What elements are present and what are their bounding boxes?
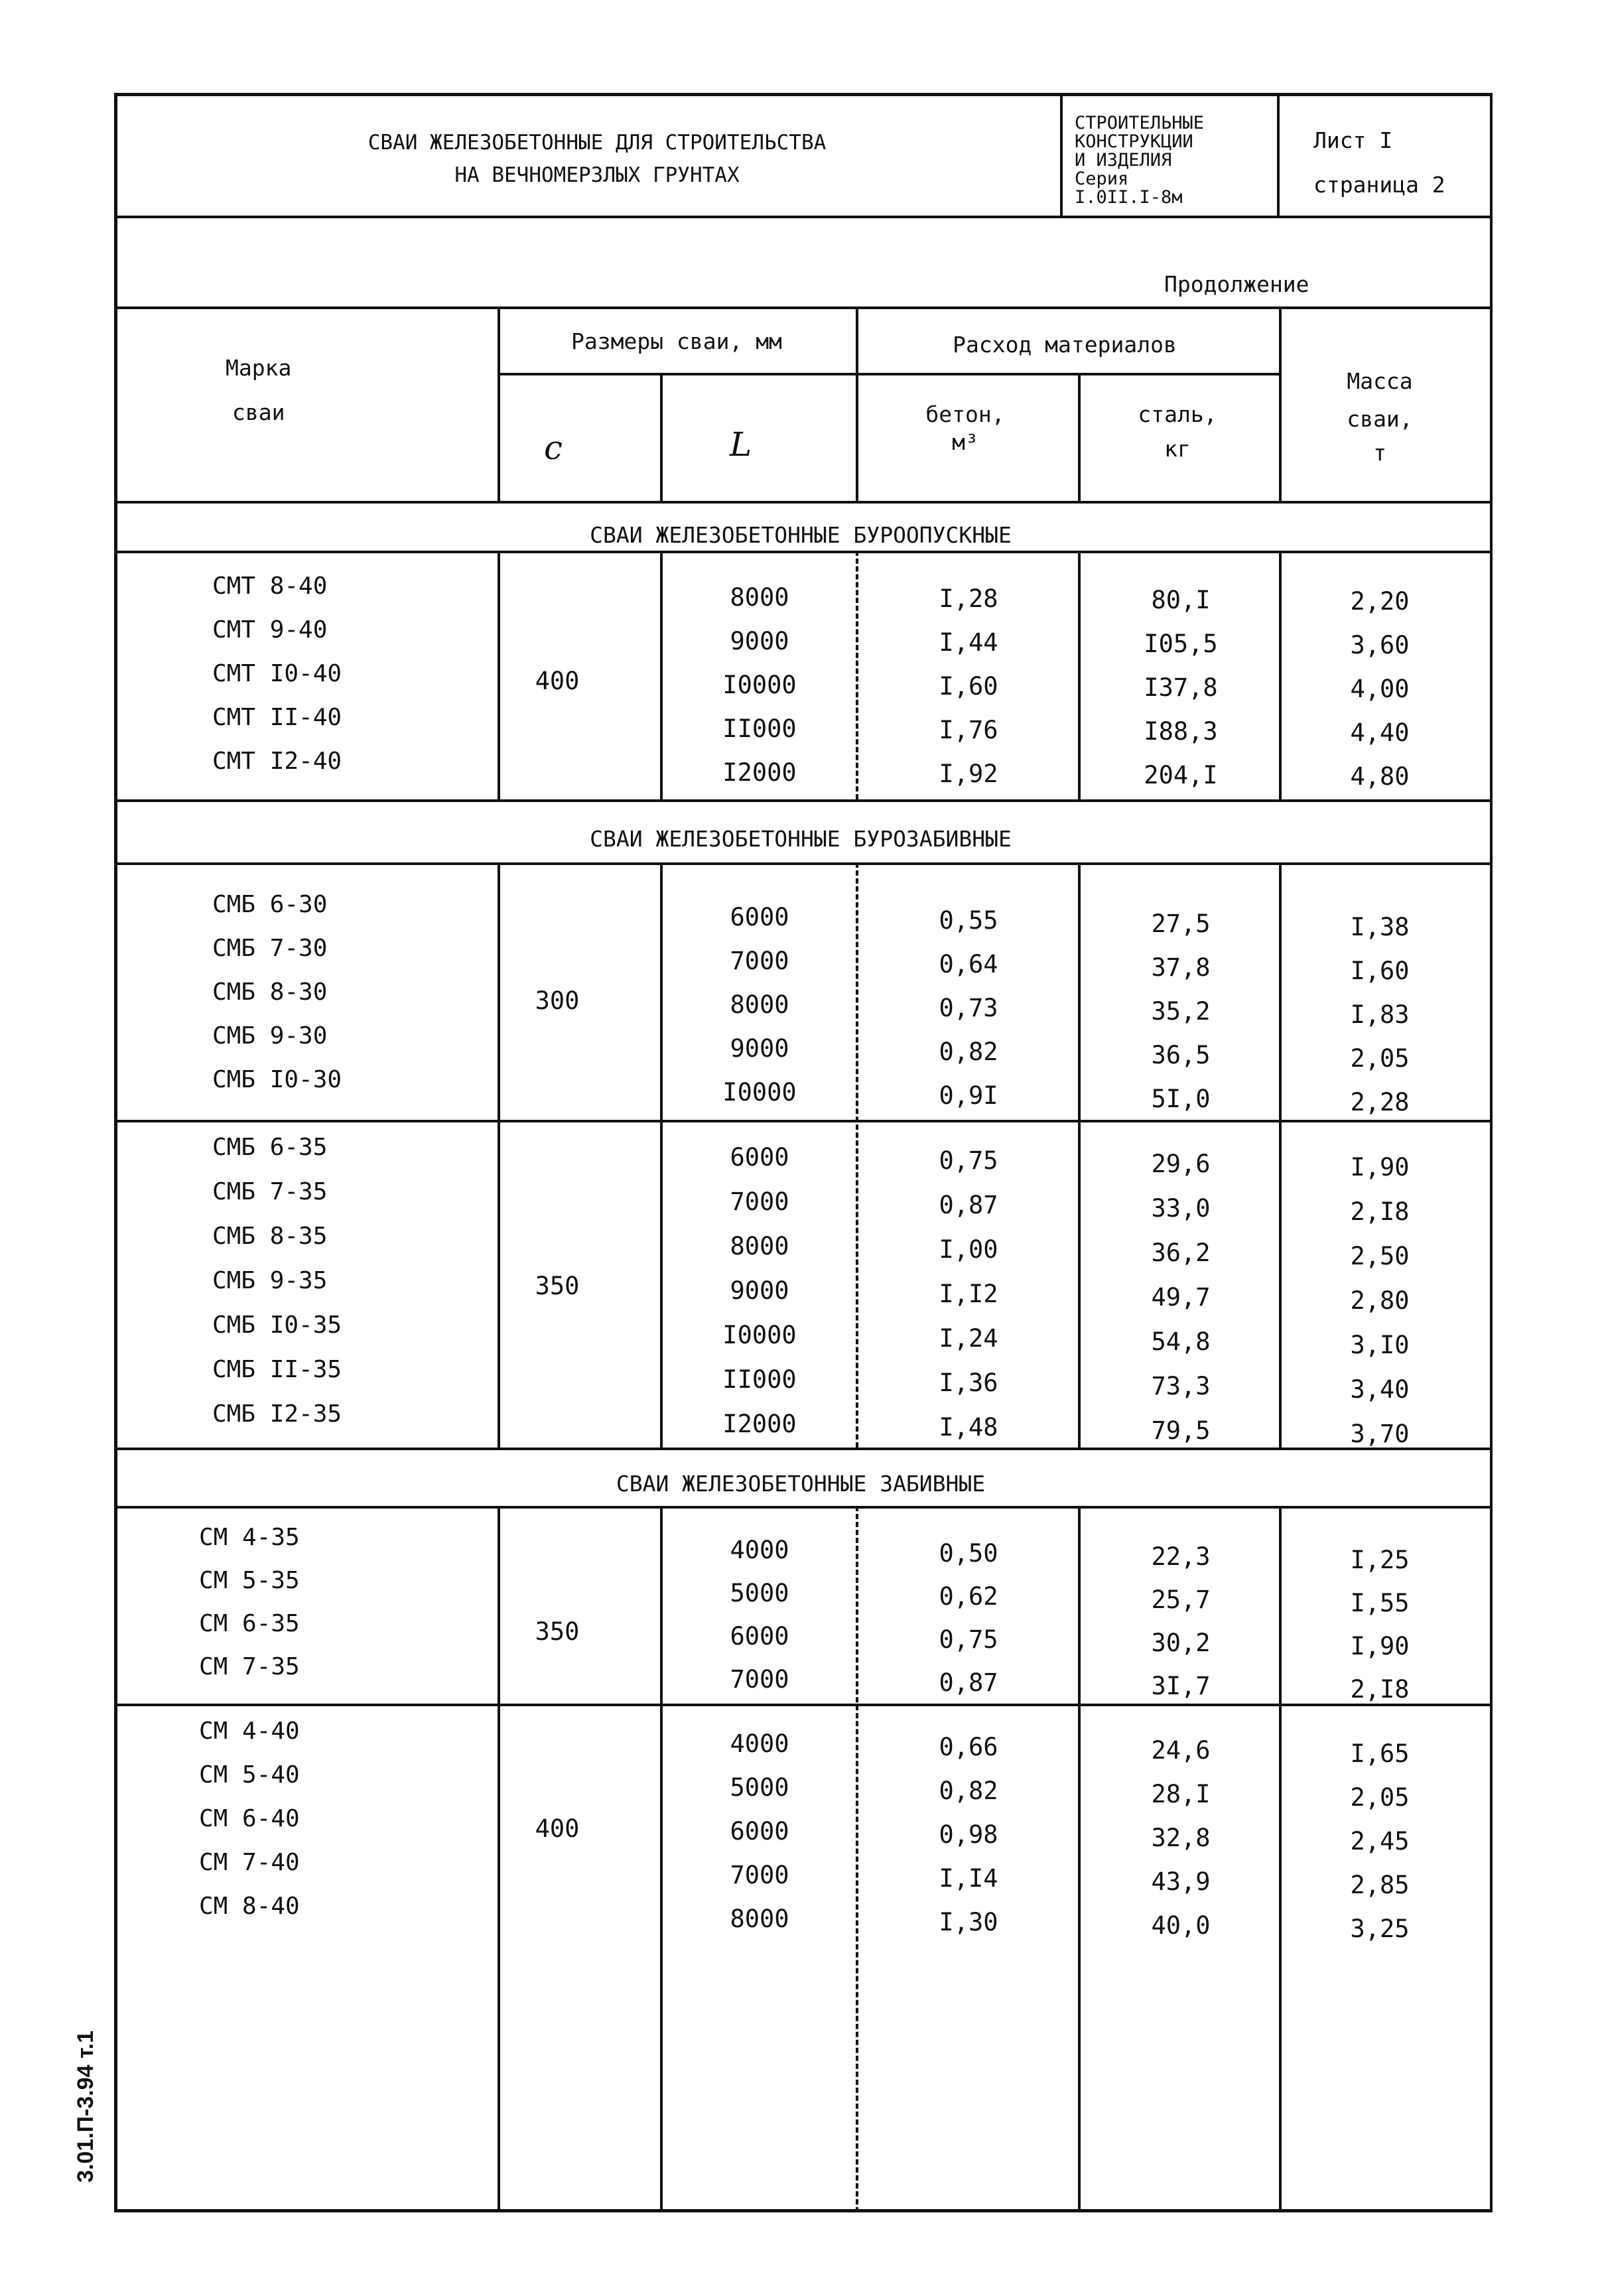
- sizes-header: Размеры сваи, мм: [571, 328, 782, 354]
- pile-brand: СМБ 6-35: [212, 1134, 328, 1161]
- pile-brand: СМ 4-35: [199, 1524, 300, 1551]
- pile-length: I2000: [722, 1410, 797, 1438]
- body-col-rule: [498, 862, 500, 1448]
- pile-section-c: 350: [535, 1617, 580, 1646]
- body-col-rule: [1078, 1506, 1081, 2212]
- concrete-volume: I,36: [939, 1369, 998, 1397]
- pile-brand: СМ 6-40: [199, 1805, 300, 1832]
- pile-brand: СМБ 8-30: [212, 979, 328, 1006]
- body-col-rule: [1078, 862, 1081, 1448]
- steel-weight: 28,I: [1151, 1780, 1211, 1808]
- pile-mass: 3,70: [1350, 1420, 1410, 1448]
- document-code: 3.01.П-3.94 т.1: [73, 2030, 98, 2183]
- concrete-volume: I,76: [939, 716, 998, 744]
- pile-mass: 2,50: [1350, 1242, 1410, 1270]
- concrete-volume: I,92: [939, 760, 998, 788]
- pile-section-c: 400: [535, 667, 580, 695]
- pile-mass: 3,60: [1350, 631, 1410, 659]
- pile-mass: 4,40: [1350, 718, 1410, 747]
- table-top-rule: [114, 306, 1493, 309]
- pile-length: 7000: [730, 1861, 789, 1889]
- body-col-rule: [498, 551, 500, 799]
- pile-mass: 2,28: [1350, 1088, 1410, 1116]
- pile-brand: СМБ 8-35: [212, 1223, 328, 1250]
- pile-length: II000: [722, 1365, 797, 1394]
- pile-mass: 3,I0: [1350, 1331, 1410, 1359]
- steel-weight: 73,3: [1151, 1372, 1211, 1400]
- steel-weight: 43,9: [1151, 1867, 1211, 1896]
- subheader-rule: [498, 373, 1279, 375]
- pile-mass: 2,85: [1350, 1871, 1410, 1899]
- concrete-volume: 0,75: [939, 1146, 998, 1175]
- concrete-volume: 0,50: [939, 1539, 998, 1568]
- size-l-header: L: [730, 425, 752, 464]
- pile-mass: I,90: [1350, 1632, 1410, 1660]
- pile-length: 6000: [730, 903, 789, 931]
- pile-length: 7000: [730, 1187, 789, 1216]
- concrete-volume: 0,87: [939, 1191, 998, 1219]
- section-title-bored-driven: СВАИ ЖЕЛЕЗОБЕТОННЫЕ БУРОЗАБИВНЫЕ: [590, 826, 1012, 852]
- section-title-driven: СВАИ ЖЕЛЕЗОБЕТОННЫЕ ЗАБИВНЫЕ: [616, 1471, 986, 1497]
- steel-weight: 3I,7: [1151, 1672, 1211, 1700]
- group-rule: [114, 1120, 1493, 1122]
- pile-length: 8000: [730, 583, 789, 612]
- body-col-rule: [856, 551, 858, 799]
- body-col-rule: [660, 862, 663, 1448]
- concrete-volume: I,28: [939, 584, 998, 613]
- steel-weight: 33,0: [1151, 1194, 1211, 1223]
- title-block-divider-v: [1277, 93, 1280, 217]
- pile-brand: СМ 4-40: [199, 1718, 300, 1745]
- size-c-header: c: [544, 429, 563, 467]
- pile-brand: СМБ 9-35: [212, 1267, 328, 1294]
- pile-brand: СМТ II-40: [212, 704, 342, 731]
- pile-brand: СМБ I0-30: [212, 1066, 342, 1093]
- pile-mass: 4,80: [1350, 762, 1410, 791]
- pile-mass: I,38: [1350, 913, 1410, 941]
- materials-header: Расход материалов: [953, 332, 1177, 358]
- body-col-rule: [660, 1506, 663, 2212]
- header-col-rule: [1078, 373, 1081, 502]
- brand-header-line1: Марка: [226, 355, 292, 381]
- section-rule: [114, 799, 1493, 802]
- concrete-volume: 0,75: [939, 1625, 998, 1654]
- pile-mass: I,60: [1350, 957, 1410, 985]
- body-col-rule: [856, 1506, 858, 2212]
- steel-weight: 35,2: [1151, 997, 1211, 1026]
- header-col-rule: [498, 306, 500, 502]
- header-col-rule: [856, 306, 858, 502]
- pile-length: I2000: [722, 758, 797, 787]
- steel-weight: 25,7: [1151, 1586, 1211, 1614]
- section-rule: [114, 1448, 1493, 1450]
- series-line: Серия: [1075, 169, 1129, 189]
- pile-section-c: 400: [535, 1814, 580, 1843]
- pile-length: 9000: [730, 1276, 789, 1305]
- concrete-volume: 0,55: [939, 906, 998, 935]
- pile-length: 4000: [730, 1729, 789, 1758]
- pile-brand: СМ 7-40: [199, 1849, 300, 1876]
- steel-weight: 30,2: [1151, 1629, 1211, 1657]
- pile-length: 6000: [730, 1143, 789, 1172]
- pile-length: 9000: [730, 627, 789, 655]
- header-col-rule: [660, 373, 663, 502]
- header-bottom-rule: [114, 501, 1493, 504]
- concrete-volume: 0,82: [939, 1777, 998, 1805]
- pile-section-c: 300: [535, 986, 580, 1015]
- pile-brand: СМ 5-35: [199, 1567, 300, 1594]
- pile-mass: 4,00: [1350, 675, 1410, 703]
- pile-brand: СМБ 9-30: [212, 1022, 328, 1049]
- concrete-volume: 0,62: [939, 1582, 998, 1611]
- concrete-volume: 0,66: [939, 1733, 998, 1761]
- pile-brand: СМ 6-35: [199, 1610, 300, 1637]
- steel-header-line2: кг: [1164, 436, 1191, 462]
- page-number: страница 2: [1313, 172, 1445, 198]
- pile-length: 8000: [730, 1905, 789, 1933]
- pile-length: 7000: [730, 1665, 789, 1694]
- steel-weight: 22,3: [1151, 1542, 1211, 1571]
- pile-mass: I,65: [1350, 1739, 1410, 1768]
- concrete-volume: I,48: [939, 1413, 998, 1442]
- body-col-rule: [660, 551, 663, 799]
- concrete-header-line2: м³: [952, 429, 978, 455]
- pile-length: 5000: [730, 1773, 789, 1802]
- series-code: I.0II.I-8м: [1075, 187, 1183, 208]
- mass-header-line1: Масса: [1347, 368, 1413, 394]
- pile-brand: СМТ 8-40: [212, 573, 328, 600]
- steel-weight: 36,5: [1151, 1041, 1211, 1069]
- steel-weight: 204,I: [1144, 761, 1218, 789]
- body-col-rule: [856, 862, 858, 1448]
- steel-weight: 27,5: [1151, 910, 1211, 938]
- section-title-bored-lowered: СВАИ ЖЕЛЕЗОБЕТОННЫЕ БУРООПУСКНЫЕ: [590, 522, 1012, 548]
- steel-weight: 24,6: [1151, 1736, 1211, 1765]
- pile-mass: 2,05: [1350, 1783, 1410, 1812]
- concrete-volume: I,30: [939, 1908, 998, 1936]
- steel-weight: 54,8: [1151, 1327, 1211, 1356]
- steel-header-line1: сталь,: [1138, 401, 1217, 427]
- pile-mass: 2,80: [1350, 1286, 1410, 1315]
- steel-weight: 49,7: [1151, 1283, 1211, 1312]
- concrete-volume: 0,73: [939, 994, 998, 1022]
- pile-mass: I,55: [1350, 1589, 1410, 1617]
- concrete-volume: I,00: [939, 1235, 998, 1264]
- steel-weight: 79,5: [1151, 1416, 1211, 1445]
- series-stamp: [1075, 114, 1254, 207]
- continuation-label: Продолжение: [1164, 271, 1309, 297]
- concrete-volume: I,I4: [939, 1864, 998, 1893]
- pile-brand: СМБ I0-35: [212, 1312, 342, 1339]
- steel-weight: I37,8: [1144, 673, 1218, 702]
- concrete-volume: 0,98: [939, 1820, 998, 1849]
- concrete-volume: I,I2: [939, 1280, 998, 1308]
- pile-mass: I,83: [1350, 1000, 1410, 1029]
- steel-weight: I05,5: [1144, 630, 1218, 658]
- concrete-volume: 0,64: [939, 950, 998, 979]
- pile-brand: СМБ 6-30: [212, 891, 328, 918]
- pile-brand: СМТ I0-40: [212, 660, 342, 687]
- pile-brand: СМБ I2-35: [212, 1400, 342, 1428]
- group-rule: [114, 1704, 1493, 1706]
- steel-weight: 36,2: [1151, 1239, 1211, 1267]
- pile-brand: СМБ 7-35: [212, 1178, 328, 1205]
- steel-weight: 80,I: [1151, 586, 1211, 614]
- pile-mass: 2,20: [1350, 587, 1410, 616]
- pile-length: 4000: [730, 1536, 789, 1564]
- pile-mass: 2,I8: [1350, 1675, 1410, 1704]
- steel-weight: 37,8: [1151, 953, 1211, 982]
- title-block-divider-v: [1060, 93, 1063, 217]
- pile-length: 8000: [730, 990, 789, 1019]
- pile-brand: СМТ I2-40: [212, 748, 342, 775]
- steel-weight: 32,8: [1151, 1824, 1211, 1852]
- pile-length: 6000: [730, 1817, 789, 1846]
- pile-length: I0000: [722, 1078, 797, 1107]
- series-line: И ИЗДЕЛИЯ: [1075, 150, 1172, 170]
- section-rule: [114, 862, 1493, 865]
- steel-weight: 29,6: [1151, 1150, 1211, 1178]
- pile-mass: 2,05: [1350, 1044, 1410, 1073]
- body-col-rule: [1078, 551, 1081, 799]
- concrete-volume: 0,87: [939, 1668, 998, 1697]
- brand-header-line2: сваи: [232, 399, 285, 425]
- concrete-volume: I,44: [939, 628, 998, 657]
- mass-header-line3: т: [1373, 440, 1386, 466]
- pile-section-c: 350: [535, 1272, 580, 1300]
- pile-length: 5000: [730, 1579, 789, 1607]
- pile-brand: СМТ 9-40: [212, 616, 328, 643]
- concrete-header-line1: бетон,: [925, 401, 1005, 427]
- pile-length: I0000: [722, 671, 797, 699]
- steel-weight: 40,0: [1151, 1911, 1211, 1940]
- title-block-divider: [114, 216, 1493, 218]
- pile-mass: 3,25: [1350, 1915, 1410, 1943]
- steel-weight: 5I,0: [1151, 1085, 1211, 1113]
- section-rule: [114, 1506, 1493, 1509]
- section-rule: [114, 551, 1493, 553]
- pile-length: 6000: [730, 1622, 789, 1651]
- pile-brand: СМ 8-40: [199, 1893, 300, 1920]
- header-col-rule: [1279, 306, 1282, 502]
- pile-length: I0000: [722, 1321, 797, 1349]
- document-title-line2: НА ВЕЧНОМЕРЗЛЫХ ГРУНТАХ: [454, 163, 740, 187]
- pile-brand: СМ 7-35: [199, 1653, 300, 1680]
- sheet-number: Лист I: [1313, 127, 1393, 153]
- series-line: КОНСТРУКЦИИ: [1075, 131, 1193, 152]
- body-col-rule: [498, 1506, 500, 2212]
- concrete-volume: 0,82: [939, 1038, 998, 1066]
- series-line: СТРОИТЕЛЬНЫЕ: [1075, 113, 1205, 133]
- concrete-volume: I,24: [939, 1324, 998, 1353]
- pile-brand: СМБ 7-30: [212, 935, 328, 962]
- concrete-volume: I,60: [939, 672, 998, 701]
- pile-brand: СМ 5-40: [199, 1761, 300, 1789]
- mass-header-line2: сваи,: [1347, 406, 1413, 432]
- pile-mass: 2,45: [1350, 1827, 1410, 1856]
- pile-length: 9000: [730, 1034, 789, 1063]
- steel-weight: I88,3: [1144, 717, 1218, 746]
- pile-length: II000: [722, 714, 797, 743]
- pile-length: 8000: [730, 1232, 789, 1260]
- pile-mass: I,90: [1350, 1153, 1410, 1182]
- concrete-volume: 0,9I: [939, 1081, 998, 1110]
- pile-brand: СМБ II-35: [212, 1356, 342, 1383]
- pile-length: 7000: [730, 947, 789, 975]
- document-title-line1: СВАИ ЖЕЛЕЗОБЕТОННЫЕ ДЛЯ СТРОИТЕЛЬСТВА: [367, 131, 827, 155]
- pile-mass: 3,40: [1350, 1375, 1410, 1404]
- pile-mass: I,25: [1350, 1546, 1410, 1574]
- pile-mass: 2,I8: [1350, 1197, 1410, 1226]
